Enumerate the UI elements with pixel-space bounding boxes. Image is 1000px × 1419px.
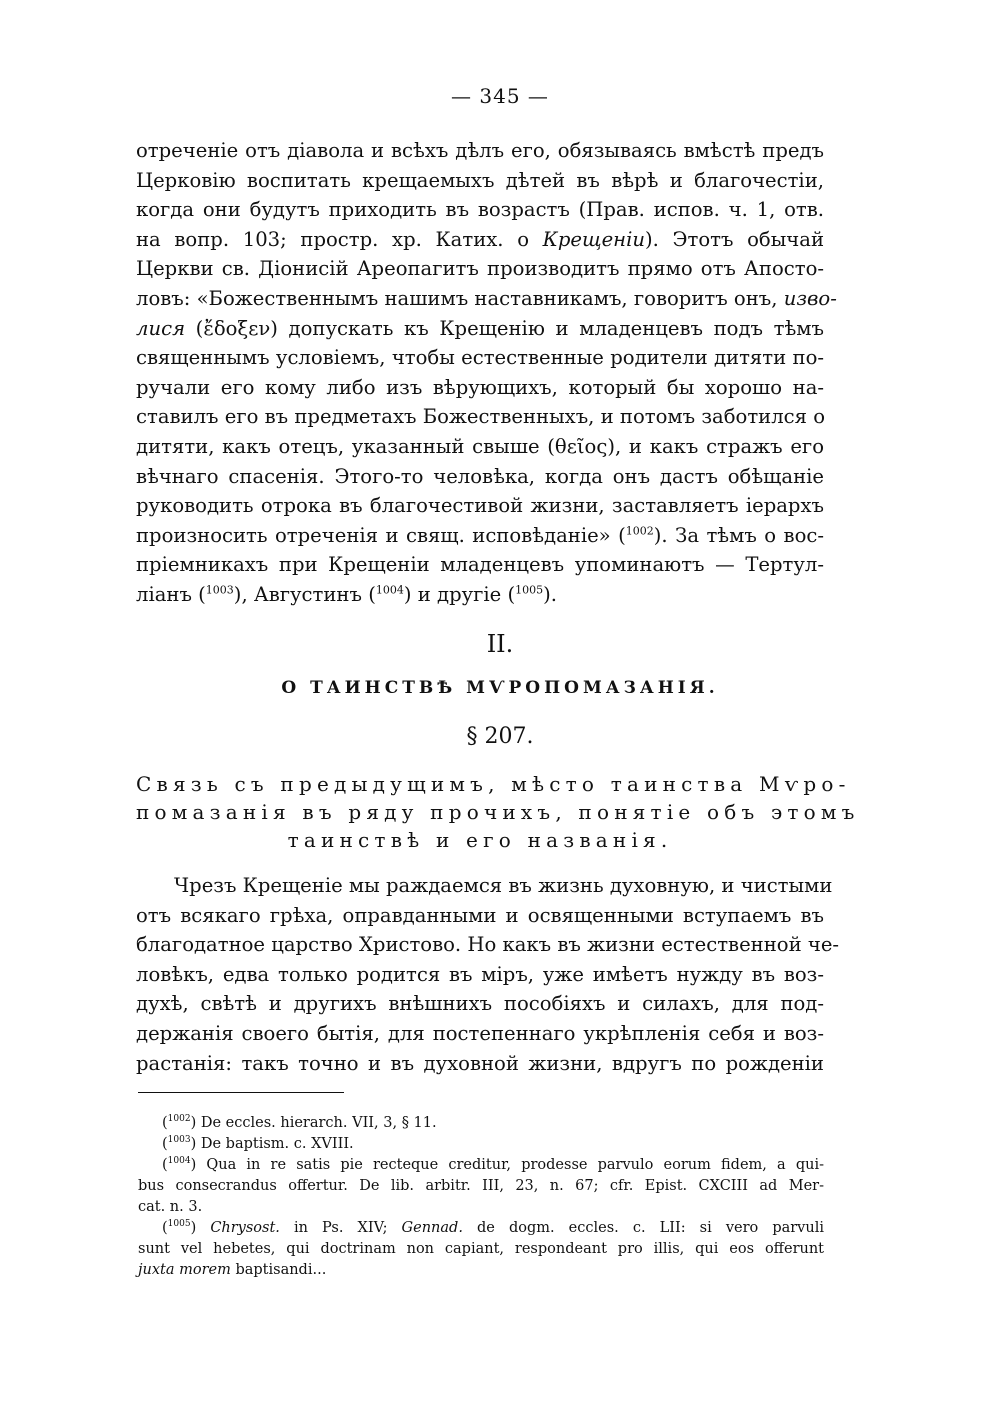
section-subtitle xyxy=(136,770,860,854)
text-line: вѣчнаго спасенія. Этого-то человѣка, когда онъ дастъ обѣщаніе xyxy=(136,464,824,488)
footnote-1003: ($^{1003}$) De baptism. c. XVIII. xyxy=(162,1135,354,1152)
text-line: духѣ, свѣтѣ и другихъ внѣшнихъ пособіяхъ и силахъ, для под- xyxy=(136,992,824,1016)
footnote-1005-cont: juxta morem baptisandi... xyxy=(138,1262,327,1278)
text-line: ручали его кому либо изъ вѣрующихъ, который бы хорошо на- xyxy=(136,375,824,399)
page-number: — 345 — xyxy=(451,84,549,108)
text-line: ставилъ его въ предметахъ Божественныхъ, и потомъ заботился о xyxy=(136,405,826,429)
text-line: благодатное царство Христово. Но какъ въ жизни естественной че- xyxy=(136,933,840,957)
text-line: отреченіе отъ діавола и всѣхъ дѣлъ его, обязываясь вмѣстѣ предъ xyxy=(136,139,824,162)
text-line: Церковію воспитать крещаемыхъ дѣтей въ вѣрѣ и благочестіи, xyxy=(136,168,824,192)
footnote-1004-cont: bus consecrandus offertur. De lib. arbitr. III, 23, n. 67; cfr. Epist. CXCIII ad Mer- xyxy=(138,1178,824,1194)
footnote-1005-cont: sunt vel hebetes, qui doctrinam non capiant, respondeant pro illis, qui eos offerunt xyxy=(138,1241,824,1257)
footnote-1004-cont: cat. n. 3. xyxy=(138,1199,203,1215)
text-line: на вопр. 103; простр. хр. Катих. о Крещеніи). Этотъ обычай xyxy=(136,227,824,251)
text-line: дитяти, какъ отецъ, указанный свыше (θεῖος), и какъ стражъ его xyxy=(136,434,824,458)
section-number: II. xyxy=(486,630,514,658)
section-text xyxy=(136,871,840,1078)
text-line: когда они будутъ приходить въ возрастъ (Прав. испов. ч. 1, отв. xyxy=(136,198,824,222)
text-line: Чрезъ Крещеніе мы раждаемся въ жизнь духовную, и чистыми xyxy=(174,874,833,897)
text-line: ловѣкъ, едва только родится въ міръ, уже имѣетъ нужду въ воз- xyxy=(136,962,824,986)
footnotes xyxy=(138,1113,824,1281)
paragraph-number: § 207. xyxy=(466,724,534,749)
text-line: руководить отрока въ благочестивой жизни, заставляетъ іерархъ xyxy=(136,494,824,518)
text-line: произносить отреченія и свящ. исповѣданіе» ($^{1002}$). За тѣмъ о вос- xyxy=(136,523,824,547)
text-line: ловъ: «Божественнымъ нашимъ наставникамъ, говоритъ онъ, изво- xyxy=(136,286,837,310)
text-line: ліанъ ($^{1003}$), Августинъ ($^{1004}$) и другіе ($^{1005}$). xyxy=(136,582,558,606)
text-line: священнымъ условіемъ, чтобы естественные родители дитяти по- xyxy=(136,346,824,370)
subtitle-line: таинствѣ и его названія. xyxy=(287,828,673,852)
text-line: Церкви св. Діонисій Ареопагитъ производитъ прямо отъ Апосто- xyxy=(136,257,824,281)
footnote-1002: ($^{1002}$) De eccles. hierarch. VII, 3, § 11. xyxy=(162,1114,437,1131)
footnote-1005: ($^{1005}$) Chrysost. in Ps. XIV; Gennad. de dogm. eccles. c. LII: si vero parvuli xyxy=(162,1219,824,1236)
text-line: отъ всякаго грѣха, оправданными и освященными вступаемъ въ xyxy=(136,903,824,927)
text-line: держанія своего бытія, для постепеннаго укрѣпленія себя и воз- xyxy=(136,1021,824,1045)
text-line: лися (ἔδοξεν) допускать къ Крещенію и младенцевъ подъ тѣмъ xyxy=(136,316,824,340)
subtitle-line: Связь съ предыдущимъ, мѣсто таинства Мѵро- xyxy=(136,772,851,796)
footnote-divider xyxy=(138,1092,344,1093)
subtitle-line: помазанія въ ряду прочихъ, понятіе объ этомъ xyxy=(136,800,860,824)
body-text xyxy=(136,136,837,610)
section-heading: О ТАИНСТВѢ МѴРОПОМАЗАНІЯ. xyxy=(281,678,719,698)
text-line: растанія: такъ точно и въ духовной жизни, вдругъ по рожденіи xyxy=(136,1051,824,1075)
text-line: пріемникахъ при Крещеніи младенцевъ упоминаютъ — Тертул- xyxy=(136,553,824,577)
footnote-1004: ($^{1004}$) Qua in re satis pie recteque creditur, prodesse parvulo eorum fidem, a qui- xyxy=(162,1156,824,1173)
